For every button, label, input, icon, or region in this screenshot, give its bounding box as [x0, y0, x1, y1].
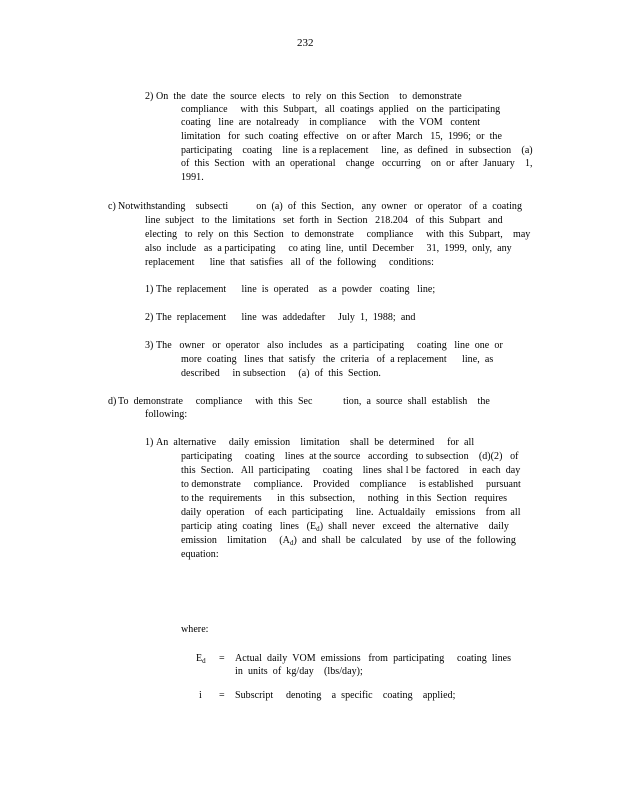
item-2-line-1: On the date the source elects to rely on this Section to demonstrate: [156, 91, 462, 102]
def-ed-symbol-letter: E: [196, 653, 203, 664]
item-d1-line-8-head: emission limitation (A: [181, 535, 290, 546]
item-d1-line-6: daily operation of each participating line. Actualdaily emissions from all: [181, 507, 521, 518]
item-d-line-2: following:: [145, 409, 188, 420]
item-d1-line-7-tail: ) shall never exceed the alternative daily: [319, 521, 509, 532]
def-ed-symbol-subscript: d: [202, 657, 206, 665]
item-c2-line-1: The replacement line was addedafter July 1, 1988; and: [156, 312, 416, 323]
item-c-line-5: replacement line that satisfies all of the following conditions:: [145, 257, 434, 268]
item-d1-line-3: this Section. All participating coating lines shal l be factored in each day: [181, 465, 521, 476]
item-c3-line-1: The owner or operator also includes as a participating coating line one or: [156, 340, 503, 351]
def-ed-symbol: [196, 653, 206, 667]
ad-subscript: d: [289, 539, 294, 547]
ed-subscript: d: [316, 525, 320, 533]
def-i-symbol: i: [199, 690, 202, 701]
item-d1-line-7: [181, 521, 509, 535]
item-d1-line-9: equation:: [181, 549, 219, 560]
item-c-line-1: Notwithstanding subsecti on (a) of this Section, any owner or operator of a coating: [118, 201, 523, 212]
item-d1-line-8: [181, 535, 516, 549]
item-d-marker: d): [108, 396, 117, 407]
item-d-line-1: To demonstrate compliance with this Sec tion, a source shall establish the: [118, 396, 490, 407]
item-2-line-7: 1991.: [181, 172, 204, 183]
item-c-line-4: also include as a participating co ating line, until December 31, 1999, only, any: [145, 243, 512, 254]
def-i-equals: =: [219, 690, 225, 701]
page-number: 232: [297, 37, 314, 49]
item-2-line-5: participating coating line is a replacement line, as defined in subsection (a): [181, 145, 533, 156]
item-2-line-4: limitation for such coating effective on or after March 15, 1996; or the: [181, 131, 502, 142]
item-d1-line-1: An alternative daily emission limitation shall be determined for all: [156, 437, 475, 448]
item-2-line-6: of this Section with an operational change occurring on or after January 1,: [181, 158, 533, 169]
def-ed-equals: =: [219, 653, 225, 664]
item-d1-line-4: to demonstrate compliance. Provided compliance is established pursuant: [181, 479, 521, 490]
item-2-line-3: coating line are notalready in compliance with the VOM content: [181, 117, 481, 128]
item-d1-marker: 1): [145, 437, 154, 448]
def-ed-line-1: Actual daily VOM emissions from participating coating lines: [235, 653, 512, 664]
item-c3-line-2: more coating lines that satisfy the criteria of a replacement line, as: [181, 354, 494, 365]
def-ed-line-2: in units of kg/day (lbs/day);: [235, 666, 363, 677]
item-d1-line-2: participating coating lines at the source according to subsection (d)(2) of: [181, 451, 519, 462]
item-2-marker: 2): [145, 91, 154, 102]
item-c-line-2: line subject to the limitations set forth in Section 218.204 of this Subpart and: [145, 215, 503, 226]
where-label: where:: [181, 624, 209, 635]
item-2-line-2: compliance with this Subpart, all coatings applied on the participating: [181, 104, 501, 115]
item-c2-marker: 2): [145, 312, 154, 323]
item-d1-line-8-tail: ) and shall be calculated by use of the following: [293, 535, 516, 546]
item-d1-line-7-head: particip ating coating lines (E: [181, 521, 317, 532]
def-i-line-1: Subscript denoting a specific coating applied;: [235, 690, 456, 701]
item-c3-marker: 3): [145, 340, 154, 351]
item-c-marker: c): [108, 201, 116, 212]
item-c-line-3: electing to rely on this Section to demonstrate compliance with this Subpart, may: [145, 229, 531, 240]
item-c1-marker: 1): [145, 284, 154, 295]
item-d1-line-5: to the requirements in this subsection, nothing in this Section requires: [181, 493, 508, 504]
item-c3-line-3: described in subsection (a) of this Section.: [181, 368, 381, 379]
item-c1-line-1: The replacement line is operated as a powder coating line;: [156, 284, 436, 295]
